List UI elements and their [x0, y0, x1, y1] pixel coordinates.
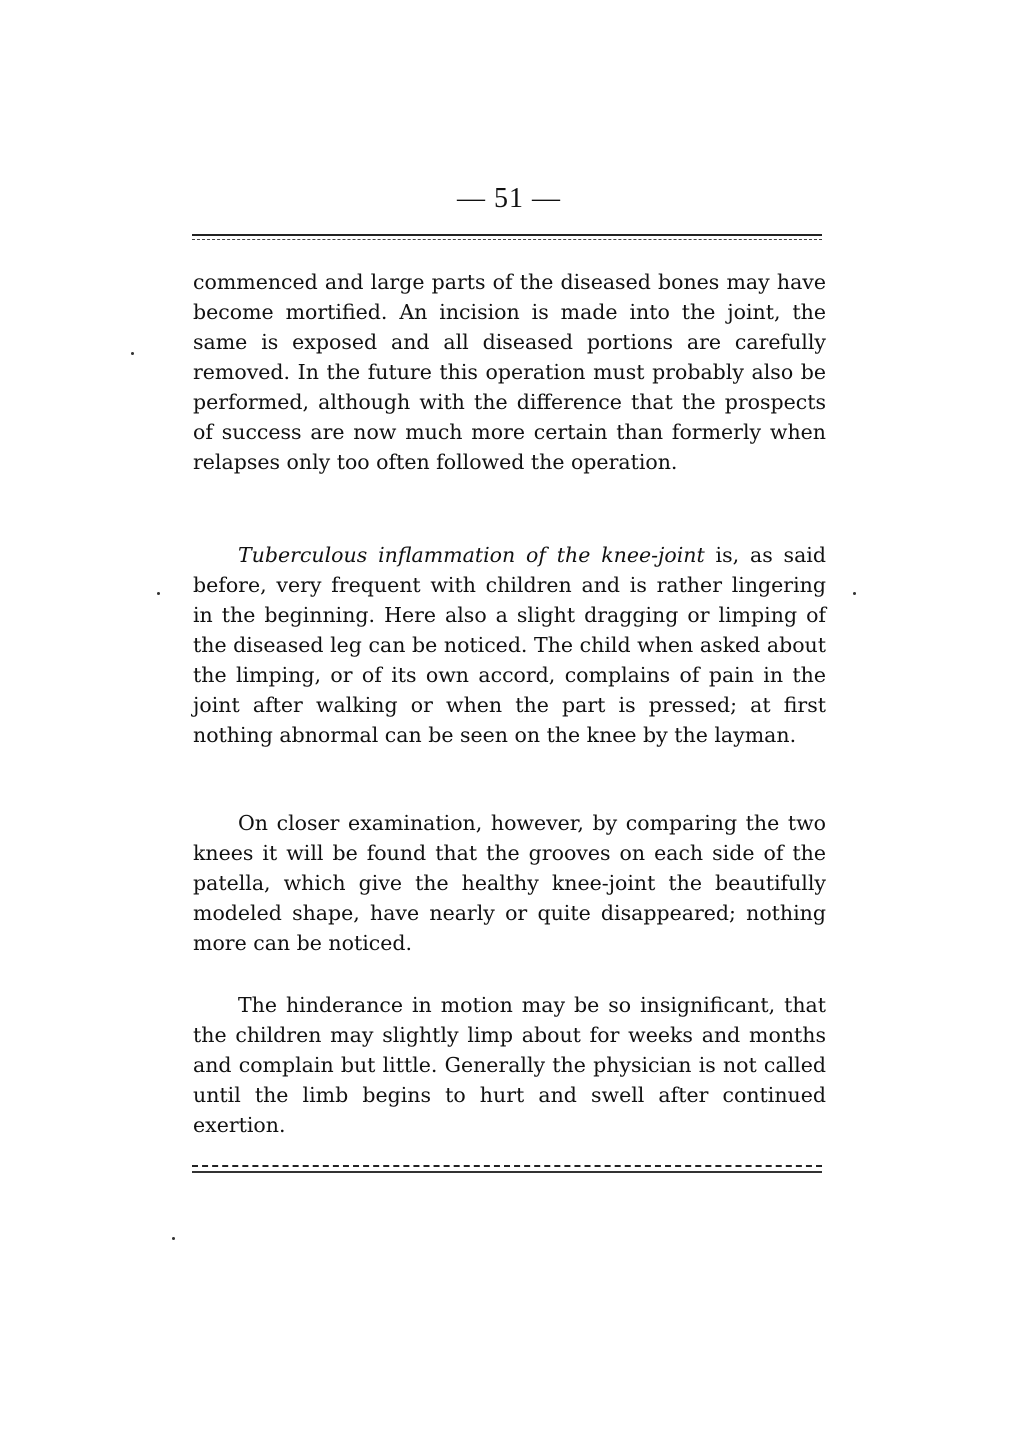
- paragraph-2: [193, 540, 826, 750]
- paragraph-3-text: On closer examination, however, by comparing the two knees it will be found that the grooves on each side of the patella, which give the healthy knee-joint the beautifully modeled shape, have nearly or quite disappeared; nothing more can be noticed.: [193, 811, 826, 955]
- paragraph-1-text: commenced and large parts of the diseased bones may have become mortified. An incision is made into the joint, the same is exposed and all diseased portions are carefully removed. In the future this operation must probably also be performed, although with the difference that the prospects of success are now much more certain than formerly when relapses only too often followed the operation.: [193, 270, 826, 474]
- paragraph-3: [193, 808, 826, 958]
- paragraph-4: [193, 990, 826, 1140]
- paragraph-4-text: The hinderance in motion may be so insignificant, that the children may slightly limp about for weeks and months and complain but little. Generally the physician is not called until the limb begins to hurt and swell after continued exertion.: [193, 993, 826, 1137]
- scan-speck: [853, 592, 856, 595]
- paragraph-2-text: is, as said before, very frequent with children and is rather lingering in the beginning. Here also a slight dragging or limping of the diseased leg can be noticed. The child when asked about the limping, or of its own accord, complains of pain in the joint after walking or when the part is pressed; at first nothing abnormal can be seen on the knee by the layman.: [193, 543, 826, 747]
- scan-speck: [157, 592, 160, 595]
- paragraph-1: [193, 267, 826, 477]
- paragraph-2-italic-lead: Tuberculous inflammation of the knee-joint: [238, 543, 705, 567]
- scan-speck: [131, 352, 134, 355]
- scan-speck: [172, 1237, 175, 1240]
- footer-rule: [192, 1165, 822, 1167]
- header-rule: [192, 234, 822, 236]
- page-number: — 51 —: [457, 183, 561, 214]
